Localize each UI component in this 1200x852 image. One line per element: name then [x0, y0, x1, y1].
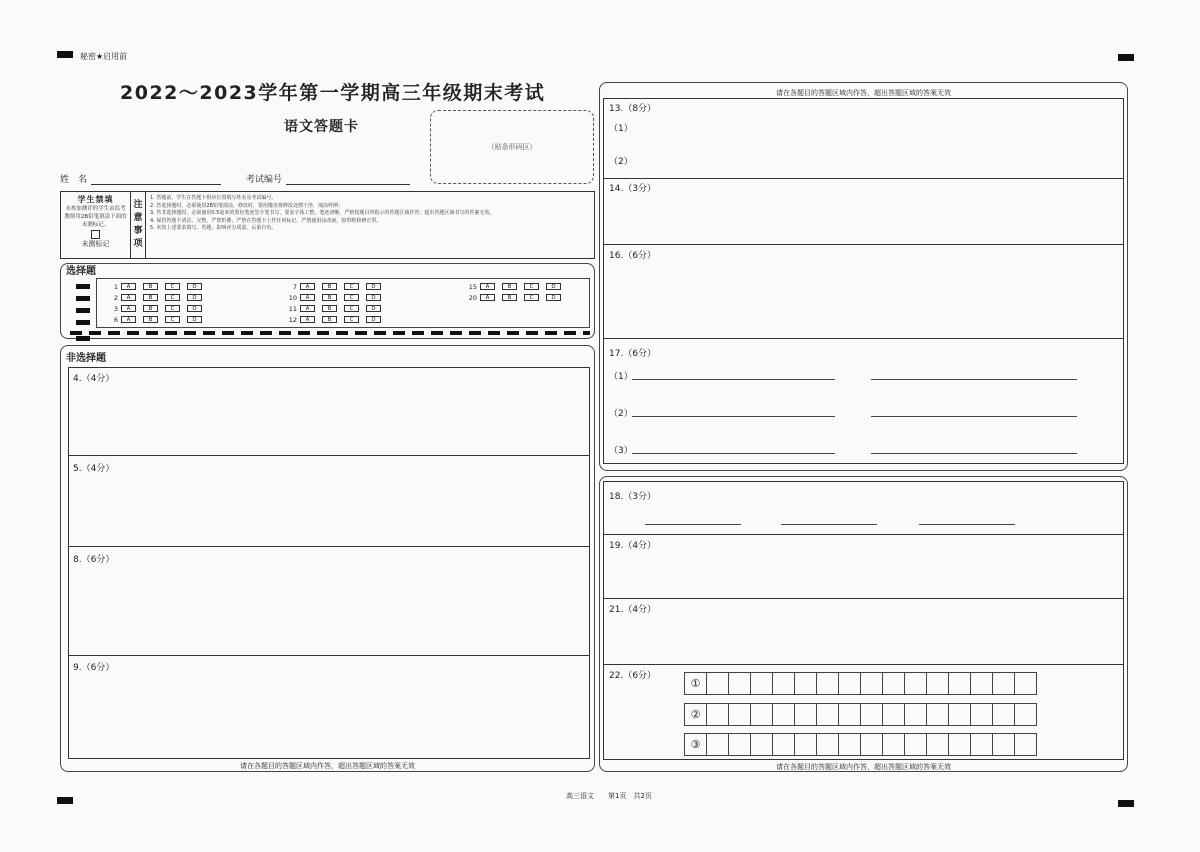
mc-number: 12 — [288, 315, 297, 324]
option-b[interactable]: B — [322, 316, 337, 323]
mc-group-2 — [287, 281, 388, 325]
option-a[interactable]: A — [121, 283, 136, 290]
grid-cell[interactable] — [904, 703, 927, 726]
option-b[interactable]: B — [322, 283, 337, 290]
option-d[interactable]: D — [546, 283, 561, 290]
alignment-mark-top-left — [57, 51, 73, 58]
question-14-label: 14.（3分） — [609, 184, 657, 194]
option-b[interactable]: B — [502, 294, 517, 301]
question-17-label: 17.（6分） — [609, 349, 657, 359]
exam-title: 2022～2023学年第一学期高三年级期末考试 — [120, 82, 546, 104]
mc-number: 10 — [288, 293, 297, 302]
grid-cell[interactable] — [970, 703, 993, 726]
name-field[interactable] — [60, 172, 221, 185]
question-13-part-1: （1） — [609, 124, 633, 134]
option-d[interactable]: D — [546, 294, 561, 301]
grid-cell[interactable] — [904, 672, 927, 695]
barcode-area-label: （贴条形码区） — [487, 143, 537, 151]
grid-cell[interactable] — [838, 733, 861, 756]
answer-line[interactable] — [871, 416, 1077, 417]
option-d[interactable]: D — [187, 294, 202, 301]
question-13-part-2: （2） — [609, 157, 633, 167]
barcode-area — [430, 110, 594, 184]
divider — [68, 546, 590, 547]
mc-row[interactable] — [287, 314, 388, 325]
mc-dash-row — [70, 331, 590, 335]
mc-title: 选择题 — [66, 266, 96, 277]
grid-cell[interactable] — [750, 703, 773, 726]
mc-row[interactable] — [287, 303, 388, 314]
grid-cell[interactable] — [992, 672, 1015, 695]
grid-cell[interactable] — [904, 733, 927, 756]
question-21-label: 21.（4分） — [609, 605, 657, 615]
option-d[interactable]: D — [366, 294, 381, 301]
note-item: 5. 未按上述要求填写、答题，影响评分质量，后果自负。 — [150, 225, 277, 231]
grid-cell[interactable] — [948, 703, 971, 726]
notes-heading-char: 项 — [133, 239, 143, 249]
forbidden-heading: 学生禁填 — [77, 195, 114, 204]
grid-cell[interactable] — [992, 703, 1015, 726]
grid-cell[interactable] — [860, 672, 883, 695]
option-b[interactable]: B — [502, 283, 517, 290]
option-a[interactable]: A — [300, 283, 315, 290]
grid-cell[interactable] — [970, 672, 993, 695]
grid-cell[interactable] — [1014, 703, 1037, 726]
alignment-mark-bottom-right — [1118, 800, 1134, 807]
divider — [603, 664, 1124, 665]
mc-row[interactable] — [108, 303, 209, 314]
question-16-label: 16.（6分） — [609, 251, 657, 261]
writing-grid-row-2[interactable] — [684, 703, 1036, 726]
divider — [68, 655, 590, 656]
option-c[interactable]: C — [344, 283, 359, 290]
option-b[interactable]: B — [322, 305, 337, 312]
mc-row[interactable] — [287, 281, 388, 292]
grid-cell[interactable] — [728, 733, 751, 756]
alignment-mark-top-right — [1118, 54, 1134, 61]
grid-cell[interactable] — [948, 672, 971, 695]
question-13-label: 13.（8分） — [609, 104, 657, 114]
option-b[interactable]: B — [322, 294, 337, 301]
grid-cell[interactable] — [772, 733, 795, 756]
mc-number: 1 — [113, 282, 118, 291]
answer-line[interactable] — [919, 524, 1015, 525]
right-top-answer-region — [603, 98, 1124, 464]
mc-row[interactable] — [287, 292, 388, 303]
notes-heading-char: 意 — [133, 213, 143, 223]
forbidden-text: 未参加测评的学生由监考教师用2B铅笔填涂下面的未测标记。 — [64, 206, 127, 228]
left-footer-note: 请在各题目的答题区域内作答，超出答题区域的答案无效 — [240, 762, 415, 770]
student-forbidden-area — [61, 192, 131, 258]
option-a[interactable]: A — [300, 305, 315, 312]
alignment-mark-bottom-left — [57, 797, 73, 804]
option-d[interactable]: D — [366, 283, 381, 290]
divider — [68, 455, 590, 456]
grid-cell[interactable] — [772, 703, 795, 726]
timing-mark — [76, 336, 90, 341]
mc-row[interactable] — [467, 281, 568, 292]
grid-cell[interactable] — [860, 733, 883, 756]
exam-id-label: 考试编号 — [246, 175, 283, 185]
grid-cell[interactable] — [838, 672, 861, 695]
notes-list — [146, 192, 594, 258]
option-b[interactable]: B — [143, 294, 158, 301]
writing-grid-row-3[interactable] — [684, 733, 1036, 756]
mc-number: 11 — [288, 304, 297, 313]
mc-number: 15 — [468, 282, 477, 291]
divider — [603, 338, 1124, 339]
left-answer-region — [68, 367, 590, 759]
grid-cell[interactable] — [816, 703, 839, 726]
option-d[interactable]: D — [366, 316, 381, 323]
mc-number: 6 — [113, 315, 118, 324]
answer-line[interactable] — [871, 379, 1077, 380]
grid-cell[interactable] — [992, 733, 1015, 756]
option-c[interactable]: C — [344, 316, 359, 323]
card-subtitle: 语文答题卡 — [284, 119, 359, 135]
option-c[interactable]: C — [344, 305, 359, 312]
option-d[interactable]: D — [366, 305, 381, 312]
notes-heading-char: 事 — [133, 226, 143, 236]
note-item: 3. 答非选择题时，必须使用0.5毫米的黑色笔迹签字笔书写，要求字体工整，笔迹清晰，严格按题目所指示的答题区域作答，超出答题区域书写的答案无效。 — [150, 210, 495, 216]
timing-mark — [76, 284, 90, 289]
option-c[interactable]: C — [165, 305, 180, 312]
mc-row[interactable] — [108, 281, 209, 292]
grid-cell[interactable] — [882, 733, 905, 756]
mc-row[interactable] — [108, 314, 209, 325]
absent-mark-checkbox[interactable] — [91, 230, 100, 239]
mc-group-3 — [467, 281, 568, 303]
note-item: 2. 答选择题时，必须使用2B铅笔填涂，修改时，要用橡皮将修改处擦干净，填涂样例： — [150, 202, 343, 209]
option-a[interactable]: A — [480, 294, 495, 301]
grid-cell[interactable] — [750, 672, 773, 695]
grid-cell[interactable] — [728, 672, 751, 695]
option-b[interactable]: B — [143, 305, 158, 312]
grid-cell[interactable] — [706, 733, 729, 756]
divider — [603, 534, 1124, 535]
question-5-label: 5.（4分） — [73, 464, 115, 474]
divider — [603, 178, 1124, 179]
option-b[interactable]: B — [143, 316, 158, 323]
question-8-label: 8.（6分） — [73, 555, 115, 565]
grid-cell[interactable] — [926, 733, 949, 756]
rules-box — [60, 191, 595, 259]
mc-number: 2 — [113, 293, 118, 302]
timing-mark — [76, 308, 90, 313]
option-c[interactable]: C — [165, 283, 180, 290]
subjective-title: 非选择题 — [66, 353, 106, 364]
question-18-label: 18.（3分） — [609, 492, 657, 502]
grid-row-label: ② — [684, 703, 707, 726]
question-17-part-2: （2） — [609, 409, 633, 419]
grid-cell[interactable] — [816, 672, 839, 695]
writing-grid-row-1[interactable] — [684, 672, 1036, 695]
grid-cell[interactable] — [1014, 733, 1037, 756]
option-a[interactable]: A — [300, 316, 315, 323]
option-c[interactable]: C — [524, 294, 539, 301]
answer-line[interactable] — [632, 416, 835, 417]
option-a[interactable]: A — [300, 294, 315, 301]
answer-line[interactable] — [632, 379, 835, 380]
grid-cell[interactable] — [794, 672, 817, 695]
mc-row[interactable] — [467, 292, 568, 303]
question-19-label: 19.（4分） — [609, 541, 657, 551]
divider — [603, 244, 1124, 245]
answer-line[interactable] — [645, 524, 741, 525]
divider — [603, 598, 1124, 599]
option-d[interactable]: D — [187, 316, 202, 323]
answer-line[interactable] — [871, 453, 1077, 454]
grid-cell[interactable] — [728, 703, 751, 726]
page-footer: 高三语文 第1页 共2页 — [566, 792, 652, 800]
mc-number: 20 — [468, 293, 477, 302]
grid-cell[interactable] — [706, 672, 729, 695]
right-footer-note: 请在各题目的答题区域内作答，超出答题区域的答案无效 — [776, 763, 951, 771]
grid-cell[interactable] — [838, 703, 861, 726]
grid-cell[interactable] — [1014, 672, 1037, 695]
name-label: 姓 名 — [60, 175, 88, 185]
grid-cell[interactable] — [926, 672, 949, 695]
question-17-part-3: （3） — [609, 446, 633, 456]
option-a[interactable]: A — [121, 316, 136, 323]
mc-group-1 — [108, 281, 209, 325]
mc-number: 7 — [292, 282, 297, 291]
notes-heading-char: 注 — [133, 200, 143, 210]
timing-mark — [76, 296, 90, 301]
name-line[interactable] — [91, 175, 221, 185]
grid-cell[interactable] — [750, 733, 773, 756]
option-a[interactable]: A — [480, 283, 495, 290]
grid-row-label: ③ — [684, 733, 707, 756]
answer-line[interactable] — [632, 453, 835, 454]
question-22-label: 22.（6分） — [609, 671, 657, 681]
grid-cell[interactable] — [948, 733, 971, 756]
option-c[interactable]: C — [524, 283, 539, 290]
question-4-label: 4.（4分） — [73, 374, 115, 384]
right-top-header-note: 请在各题目的答题区域内作答，超出答题区域的答案无效 — [776, 89, 951, 97]
grid-cell[interactable] — [882, 703, 905, 726]
confidential-label: 秘密★启用前 — [80, 52, 128, 61]
option-a[interactable]: A — [121, 305, 136, 312]
exam-id-field[interactable] — [246, 172, 410, 185]
grid-cell[interactable] — [794, 733, 817, 756]
question-17-part-1: （1） — [609, 372, 633, 382]
grid-cell[interactable] — [860, 703, 883, 726]
exam-id-line[interactable] — [286, 175, 410, 185]
mc-number: 3 — [113, 304, 118, 313]
note-item: 1. 答题前，学生在答题卡相应位置填写姓名及考试编号。 — [150, 195, 277, 201]
grid-cell[interactable] — [794, 703, 817, 726]
mc-row[interactable] — [108, 292, 209, 303]
question-9-label: 9.（6分） — [73, 663, 115, 673]
absent-mark-label: 未测标记 — [81, 240, 110, 248]
note-item: 4. 保持答题卡清洁、完整，严禁折叠，严禁在答题卡上作任何标记，严禁使用涂改液、胶带纸和修正带。 — [150, 217, 382, 224]
option-d[interactable]: D — [187, 283, 202, 290]
grid-row-label: ① — [684, 672, 707, 695]
option-c[interactable]: C — [165, 294, 180, 301]
option-c[interactable]: C — [344, 294, 359, 301]
timing-mark — [76, 320, 90, 325]
grid-cell[interactable] — [772, 672, 795, 695]
notes-heading — [131, 192, 146, 258]
grid-cell[interactable] — [706, 703, 729, 726]
grid-cell[interactable] — [816, 733, 839, 756]
option-c[interactable]: C — [165, 316, 180, 323]
option-a[interactable]: A — [121, 294, 136, 301]
option-d[interactable]: D — [187, 305, 202, 312]
grid-cell[interactable] — [882, 672, 905, 695]
grid-cell[interactable] — [970, 733, 993, 756]
grid-cell[interactable] — [926, 703, 949, 726]
answer-line[interactable] — [781, 524, 877, 525]
option-b[interactable]: B — [143, 283, 158, 290]
